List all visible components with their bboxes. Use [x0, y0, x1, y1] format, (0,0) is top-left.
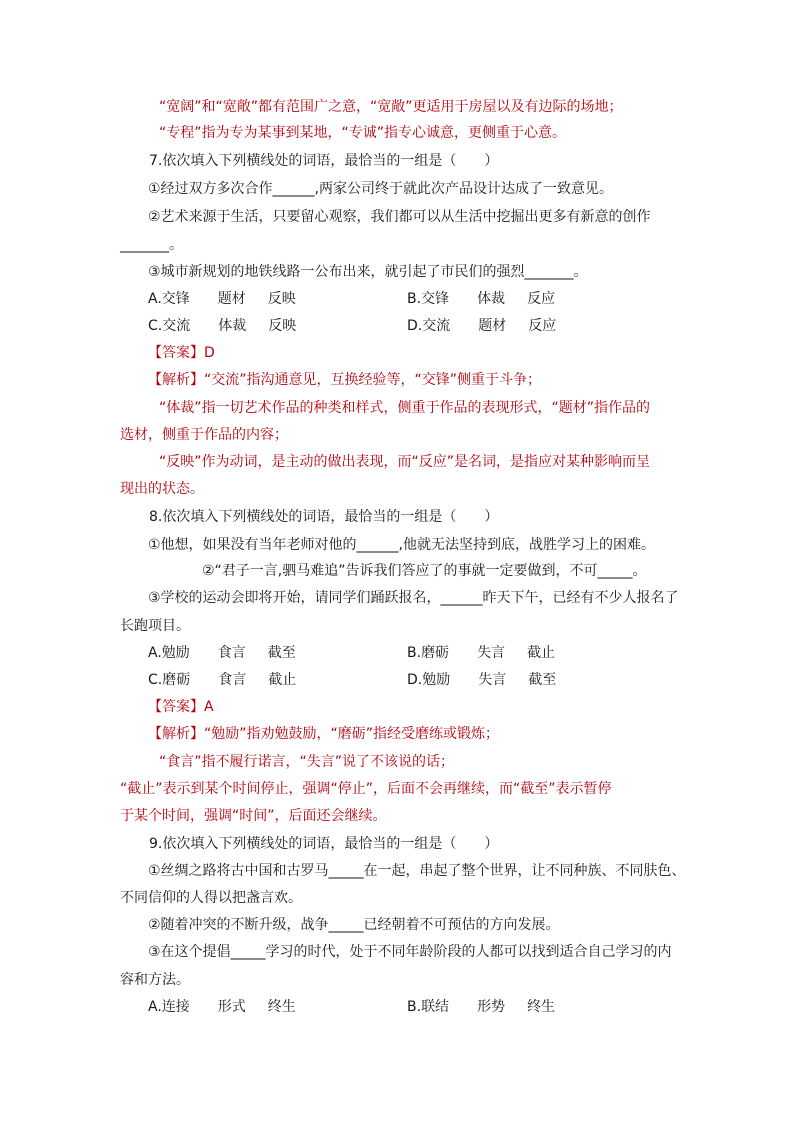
- q9-sentence-3: ③在这个提倡_____学习的时代，处于不同年龄阶段的人都可以找到适合自己学习的内: [148, 944, 672, 960]
- q7-analysis: 【解析】“交流”指沟通意见，互换经验等，“交锋”侧重于斗争；: [148, 372, 542, 388]
- q8-analysis: “食言”指不履行诺言，“失言”说了不该说的话；: [159, 754, 455, 770]
- q8-option-d: D.勉励 失言 截至: [407, 672, 557, 688]
- q9-sentence-2: ②随着冲突的不断升级，战争_____已经朝着不可预估的方向发展。: [148, 917, 560, 933]
- q7-option-d: D.交流 题材 反应: [407, 318, 557, 334]
- prev-analysis-line: “专程”指为专为某事到某地，“专诚”指专心诚意，更侧重于心意。: [159, 125, 567, 141]
- q7-sentence-2: ②艺术来源于生活，只要留心观察，我们都可以从生活中挖掘出更多有新意的创作: [148, 209, 651, 225]
- q9-stem: 9.依次填入下列横线处的词语，最恰当的一组是（ ）: [149, 836, 499, 852]
- q7-option-a: A.交锋 题材 反映: [148, 291, 296, 307]
- q7-option-c: C.交流 体裁 反映: [148, 318, 297, 334]
- q8-sentence-3: ③学校的运动会即将开始，请同学们踊跃报名，______昨天下午，已经有不少人报名了: [148, 590, 679, 606]
- q9-option-b: B.联结 形势 终生: [407, 999, 556, 1015]
- q8-sentence-1: ①他想，如果没有当年老师对他的______,他就无法坚持到底，战胜学习上的困难。: [148, 537, 655, 553]
- q7-option-b: B.交锋 体裁 反应: [407, 291, 556, 307]
- q7-sentence-1: ①经过双方多次合作______,两家公司终于就此次产品设计达成了一致意见。: [148, 181, 613, 197]
- q7-sentence-2-cont: _______。: [120, 237, 183, 253]
- q9-sentence-1: ①丝绸之路将古中国和古罗马_____在一起，串起了整个世界，让不同种族、不同肤色、: [148, 863, 686, 879]
- q7-analysis: “体裁”指一切艺术作品的种类和样式，侧重于作品的表现形式，“题材”指作品的: [159, 400, 651, 416]
- q9-option-a: A.连接 形式 终生: [148, 999, 296, 1015]
- q8-option-b: B.磨砺 失言 截止: [407, 645, 556, 661]
- q8-stem: 8.依次填入下列横线处的词语，最恰当的一组是（ ）: [149, 509, 499, 525]
- q7-analysis: “反映”作为动词，是主动的做出表现，而“反应”是名词，是指应对某种影响而呈: [159, 454, 651, 470]
- q7-stem: 7.依次填入下列横线处的词语，最恰当的一组是（ ）: [149, 153, 499, 169]
- q8-analysis: 【解析】“勉励”指劝勉鼓励，“磨砺”指经受磨练或锻炼；: [148, 726, 500, 742]
- q9-sentence-1-cont: 不同信仰的人得以把盏言欢。: [120, 890, 302, 906]
- q7-analysis: 选材，侧重于作品的内容；: [120, 427, 288, 443]
- q8-sentence-2: ②“君子一言,驷马难追”告诉我们答应了的事就一定要做到，不可_____。: [202, 563, 647, 579]
- q8-analysis: “截止”表示到某个时间停止，强调“停止”，后面不会再继续，而“截至”表示暂停: [120, 781, 612, 797]
- q7-analysis: 现出的状态。: [120, 481, 204, 497]
- q8-analysis: 于某个时间，强调“时间”，后面还会继续。: [120, 808, 387, 824]
- q8-option-c: C.磨砺 食言 截止: [148, 672, 297, 688]
- q8-option-a: A.勉励 食言 截至: [148, 645, 296, 661]
- q7-sentence-3: ③城市新规划的地铁线路一公布出来，就引起了市民们的强烈_______。: [148, 264, 588, 280]
- q7-answer: 【答案】D: [148, 345, 215, 361]
- prev-analysis-line: “宽阔”和“宽敞”都有范围广之意，“宽敞”更适用于房屋以及有边际的场地；: [159, 99, 623, 115]
- q9-sentence-3-cont: 容和方法。: [120, 972, 190, 988]
- q8-sentence-3-cont: 长跑项目。: [120, 618, 190, 634]
- q8-answer: 【答案】A: [148, 699, 214, 715]
